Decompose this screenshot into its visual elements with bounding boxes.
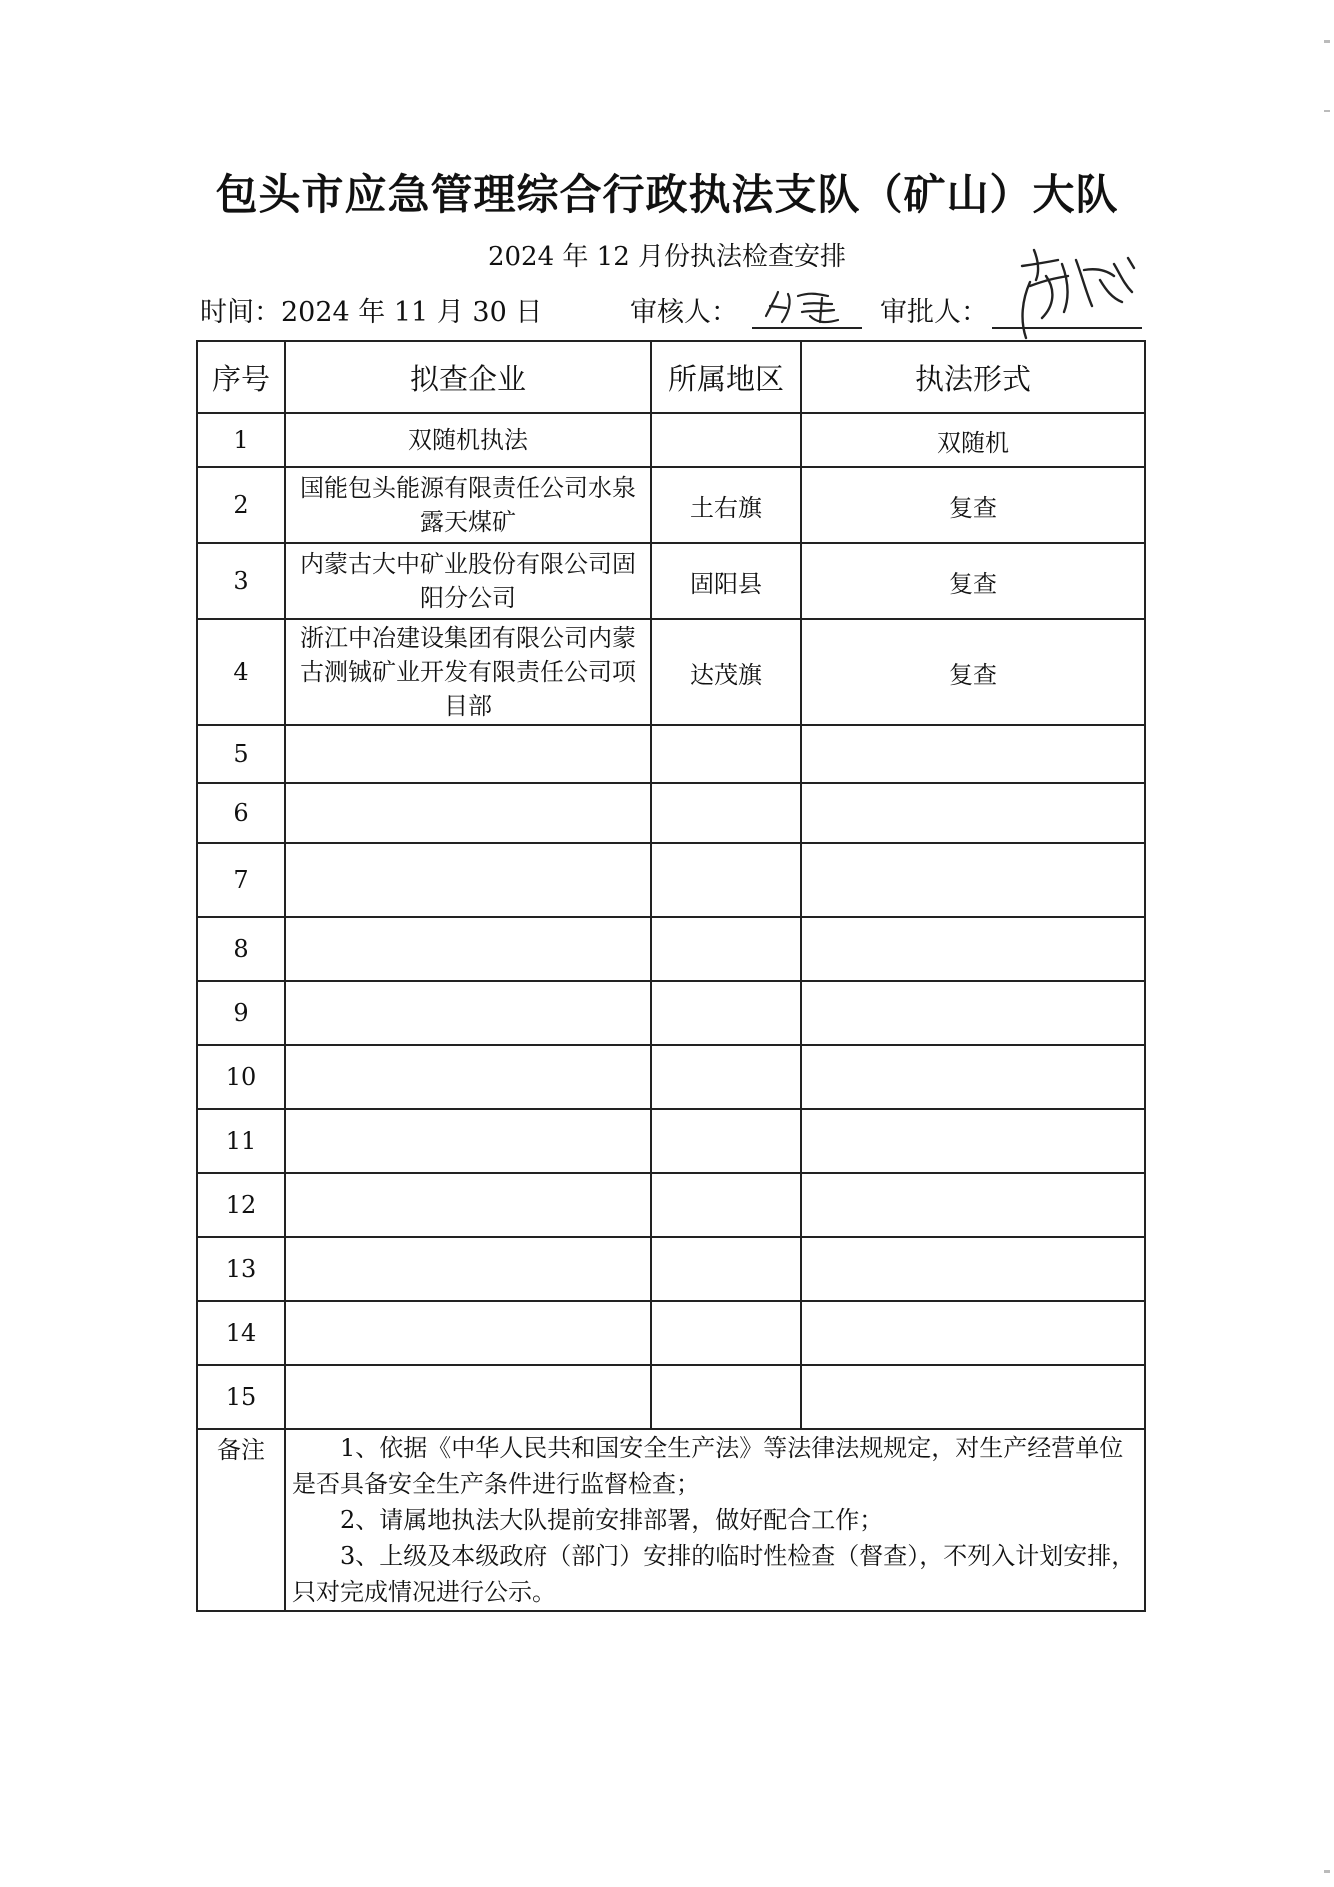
header-region: 所属地区 bbox=[651, 341, 801, 413]
scan-edge-mark bbox=[1324, 110, 1330, 112]
row-region bbox=[651, 1045, 801, 1109]
row-number: 12 bbox=[197, 1173, 285, 1237]
row-form bbox=[801, 1109, 1145, 1173]
table-row bbox=[197, 619, 1145, 725]
row-region: 土右旗 bbox=[651, 467, 801, 543]
row-number: 3 bbox=[197, 543, 285, 619]
row-form bbox=[801, 1301, 1145, 1365]
row-region bbox=[651, 917, 801, 981]
approver-signature bbox=[996, 240, 1144, 340]
reviewer-signature bbox=[758, 286, 862, 330]
row-number: 13 bbox=[197, 1237, 285, 1301]
table-row bbox=[197, 981, 1145, 1045]
row-number: 4 bbox=[197, 619, 285, 725]
table-row bbox=[197, 1365, 1145, 1429]
row-company bbox=[285, 981, 651, 1045]
row-region bbox=[651, 783, 801, 843]
scan-edge-mark bbox=[1324, 40, 1330, 43]
row-region bbox=[651, 1301, 801, 1365]
remark-item: 3、上级及本级政府（部门）安排的临时性检查（督查），不列入计划安排，只对完成情况进行公示。 bbox=[292, 1542, 1136, 1606]
row-company bbox=[285, 1045, 651, 1109]
time-value: 2024 年 11 月 30 日 bbox=[281, 297, 543, 328]
table-row bbox=[197, 783, 1145, 843]
row-number: 15 bbox=[197, 1365, 285, 1429]
row-form: 复查 bbox=[801, 543, 1145, 619]
row-company bbox=[285, 1237, 651, 1301]
row-number: 9 bbox=[197, 981, 285, 1045]
row-region: 达茂旗 bbox=[651, 619, 801, 725]
inspection-schedule-table bbox=[196, 340, 1146, 1612]
row-form bbox=[801, 917, 1145, 981]
row-company: 浙江中冶建设集团有限公司内蒙古测铖矿业开发有限责任公司项目部 bbox=[285, 619, 651, 725]
row-company bbox=[285, 725, 651, 783]
row-region bbox=[651, 1237, 801, 1301]
row-region bbox=[651, 1109, 801, 1173]
remark-item: 2、请属地执法大队提前安排部署，做好配合工作； bbox=[340, 1506, 884, 1534]
remarks-label: 备注 bbox=[197, 1429, 285, 1611]
row-form bbox=[801, 1045, 1145, 1109]
table-row bbox=[197, 1173, 1145, 1237]
row-company bbox=[285, 1109, 651, 1173]
scan-edge-mark bbox=[1324, 1870, 1330, 1873]
table-row bbox=[197, 1045, 1145, 1109]
row-number: 10 bbox=[197, 1045, 285, 1109]
row-number: 11 bbox=[197, 1109, 285, 1173]
row-region: 固阳县 bbox=[651, 543, 801, 619]
row-form: 复查 bbox=[801, 619, 1145, 725]
row-company bbox=[285, 843, 651, 917]
reviewer-label: 审核人： bbox=[630, 297, 738, 328]
row-form bbox=[801, 725, 1145, 783]
table-row bbox=[197, 1109, 1145, 1173]
table-row bbox=[197, 543, 1145, 619]
row-region bbox=[651, 981, 801, 1045]
row-form bbox=[801, 1237, 1145, 1301]
table-row bbox=[197, 1301, 1145, 1365]
row-region bbox=[651, 725, 801, 783]
approver-label: 审批人： bbox=[880, 297, 988, 328]
remarks-content bbox=[285, 1429, 1145, 1611]
row-company bbox=[285, 1173, 651, 1237]
row-number: 8 bbox=[197, 917, 285, 981]
row-region bbox=[651, 1173, 801, 1237]
document-title: 包头市应急管理综合行政执法支队（矿山）大队 bbox=[215, 170, 1119, 219]
row-company bbox=[285, 917, 651, 981]
row-company bbox=[285, 1301, 651, 1365]
table-header-row bbox=[197, 341, 1145, 413]
row-company: 内蒙古大中矿业股份有限公司固阳分公司 bbox=[285, 543, 651, 619]
row-region bbox=[651, 843, 801, 917]
time-field bbox=[200, 290, 542, 329]
row-form bbox=[801, 981, 1145, 1045]
row-number: 14 bbox=[197, 1301, 285, 1365]
approver-field bbox=[880, 290, 988, 329]
row-company bbox=[285, 1365, 651, 1429]
row-form bbox=[801, 1173, 1145, 1237]
row-form bbox=[801, 1365, 1145, 1429]
row-number: 7 bbox=[197, 843, 285, 917]
row-number: 2 bbox=[197, 467, 285, 543]
row-company: 国能包头能源有限责任公司水泉露天煤矿 bbox=[285, 467, 651, 543]
document-subtitle: 2024 年 12 月份执法检查安排 bbox=[487, 242, 847, 272]
table-row bbox=[197, 1237, 1145, 1301]
table-row bbox=[197, 725, 1145, 783]
row-number: 1 bbox=[197, 413, 285, 467]
header-form: 执法形式 bbox=[801, 341, 1145, 413]
table-row bbox=[197, 917, 1145, 981]
remarks-row bbox=[197, 1429, 1145, 1611]
row-form: 复查 bbox=[801, 467, 1145, 543]
header-company: 拟查企业 bbox=[285, 341, 651, 413]
row-region bbox=[651, 413, 801, 467]
row-region bbox=[651, 1365, 801, 1429]
row-company bbox=[285, 783, 651, 843]
table-row bbox=[197, 843, 1145, 917]
header-number: 序号 bbox=[197, 341, 285, 413]
table-row bbox=[197, 413, 1145, 467]
table-row bbox=[197, 467, 1145, 543]
reviewer-field bbox=[630, 290, 738, 329]
row-number: 6 bbox=[197, 783, 285, 843]
row-form bbox=[801, 843, 1145, 917]
row-company: 双随机执法 bbox=[285, 413, 651, 467]
remark-item: 1、依据《中华人民共和国安全生产法》等法律法规规定，对生产经营单位是否具备安全生产条件进行监督检查； bbox=[292, 1434, 1124, 1498]
time-label: 时间： bbox=[200, 297, 281, 328]
row-number: 5 bbox=[197, 725, 285, 783]
row-form bbox=[801, 783, 1145, 843]
row-form: 双随机 bbox=[801, 413, 1145, 467]
